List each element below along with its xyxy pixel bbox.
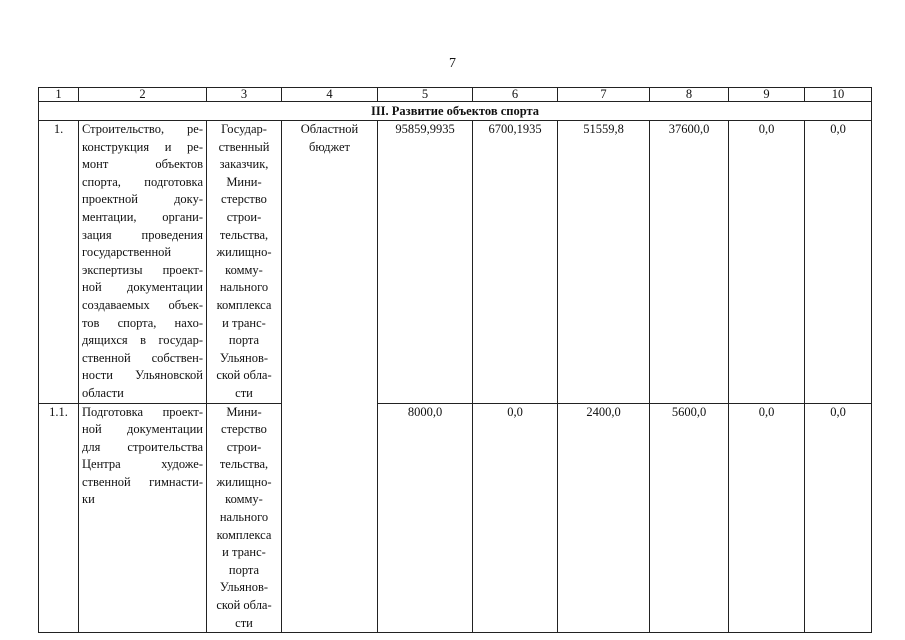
executor-line: ской обла- xyxy=(216,368,272,383)
description-line: области xyxy=(82,385,124,400)
value-year-2: 51559,8 xyxy=(558,121,650,404)
row-executor xyxy=(207,121,282,404)
value-year-3: 5600,0 xyxy=(650,403,729,633)
funding-source-line: Областной xyxy=(300,122,359,136)
value-year-1: 0,0 xyxy=(473,403,558,633)
description-line: создаваемых объек- xyxy=(82,297,203,312)
value-year-4: 0,0 xyxy=(729,403,805,633)
executor-line: Мини- xyxy=(226,174,262,189)
executor-line: сти xyxy=(235,385,253,400)
description-line: ки xyxy=(82,492,95,507)
value-total: 95859,9935 xyxy=(378,121,473,404)
col-number-3: 3 xyxy=(207,88,282,102)
col-number-9: 9 xyxy=(729,88,805,102)
executor-line: и транс- xyxy=(222,315,266,330)
executor-line: комму- xyxy=(225,492,263,507)
executor-line: и транс- xyxy=(222,545,266,560)
value-total: 8000,0 xyxy=(378,403,473,633)
executor-line: порта xyxy=(228,562,260,577)
executor-line: Мини- xyxy=(226,404,262,419)
executor-line: стерство xyxy=(221,192,267,207)
executor-line: тельства, xyxy=(219,227,269,242)
col-number-6: 6 xyxy=(473,88,558,102)
description-line: ственной собствен- xyxy=(82,350,203,365)
executor-line: порта xyxy=(228,333,260,348)
page-number: 7 xyxy=(449,56,456,71)
col-number-4: 4 xyxy=(282,88,378,102)
col-number-8: 8 xyxy=(650,88,729,102)
column-number-row xyxy=(39,88,872,102)
row-number: 1. xyxy=(39,121,79,404)
table-row xyxy=(39,121,872,404)
description-line: зация проведения xyxy=(82,227,203,242)
executor-line: Ульянов- xyxy=(219,350,269,365)
funding-source-line: бюджет xyxy=(309,139,350,154)
row-executor xyxy=(207,403,282,633)
executor-line: ственный xyxy=(218,139,270,154)
value-year-5: 0,0 xyxy=(805,121,872,404)
description-line: спорта, подготовка xyxy=(82,174,203,189)
col-number-2: 2 xyxy=(79,88,207,102)
description-line: Подготовка проект- xyxy=(82,404,203,419)
executor-line: комму- xyxy=(225,262,263,277)
description-line: ной документации xyxy=(82,280,203,295)
description-line: конструкция и ре- xyxy=(82,139,203,154)
executor-line: нального xyxy=(219,510,269,525)
budget-table xyxy=(38,87,872,633)
value-year-5: 0,0 xyxy=(805,403,872,633)
table-row xyxy=(39,403,872,633)
description-line: проектной доку- xyxy=(82,192,203,207)
value-year-3: 37600,0 xyxy=(650,121,729,404)
value-year-4: 0,0 xyxy=(729,121,805,404)
section-row xyxy=(39,102,872,121)
executor-line: нального xyxy=(219,280,269,295)
executor-line: ской обла- xyxy=(216,598,272,613)
col-number-7: 7 xyxy=(558,88,650,102)
description-line: монт объектов xyxy=(82,157,203,172)
value-year-1: 6700,1935 xyxy=(473,121,558,404)
description-line: ственной гимнасти- xyxy=(82,474,203,489)
executor-line: строи- xyxy=(226,209,262,224)
description-line: для строительства xyxy=(82,439,203,454)
col-number-5: 5 xyxy=(378,88,473,102)
description-line: Строительство, ре- xyxy=(82,122,203,136)
description-line: экспертизы проект- xyxy=(82,262,203,277)
executor-line: комплекса xyxy=(216,297,272,312)
row-description xyxy=(79,121,207,404)
description-line: Центра художе- xyxy=(82,457,203,472)
col-number-10: 10 xyxy=(805,88,872,102)
description-line: ности Ульяновской xyxy=(82,368,203,383)
executor-line: стерство xyxy=(221,422,267,437)
value-year-2: 2400,0 xyxy=(558,403,650,633)
executor-line: Ульянов- xyxy=(219,580,269,595)
description-line: дящихся в государ- xyxy=(82,333,203,348)
executor-line: тельства, xyxy=(219,457,269,472)
description-line: государственной xyxy=(82,245,172,260)
row-description xyxy=(79,403,207,633)
executor-line: заказчик, xyxy=(219,157,269,172)
row-funding-source xyxy=(282,121,378,633)
executor-line: строи- xyxy=(226,439,262,454)
description-line: ментации, органи- xyxy=(82,209,203,224)
executor-line: жилищно- xyxy=(216,474,272,489)
executor-line: Государ- xyxy=(221,122,267,136)
section-title: III. Развитие объектов спорта xyxy=(39,102,872,121)
col-number-1: 1 xyxy=(39,88,79,102)
row-number: 1.1. xyxy=(39,403,79,633)
executor-line: жилищно- xyxy=(216,245,272,260)
executor-line: сти xyxy=(235,615,253,630)
description-line: тов спорта, нахо- xyxy=(82,315,203,330)
executor-line: комплекса xyxy=(216,527,272,542)
description-line: ной документации xyxy=(82,422,203,437)
